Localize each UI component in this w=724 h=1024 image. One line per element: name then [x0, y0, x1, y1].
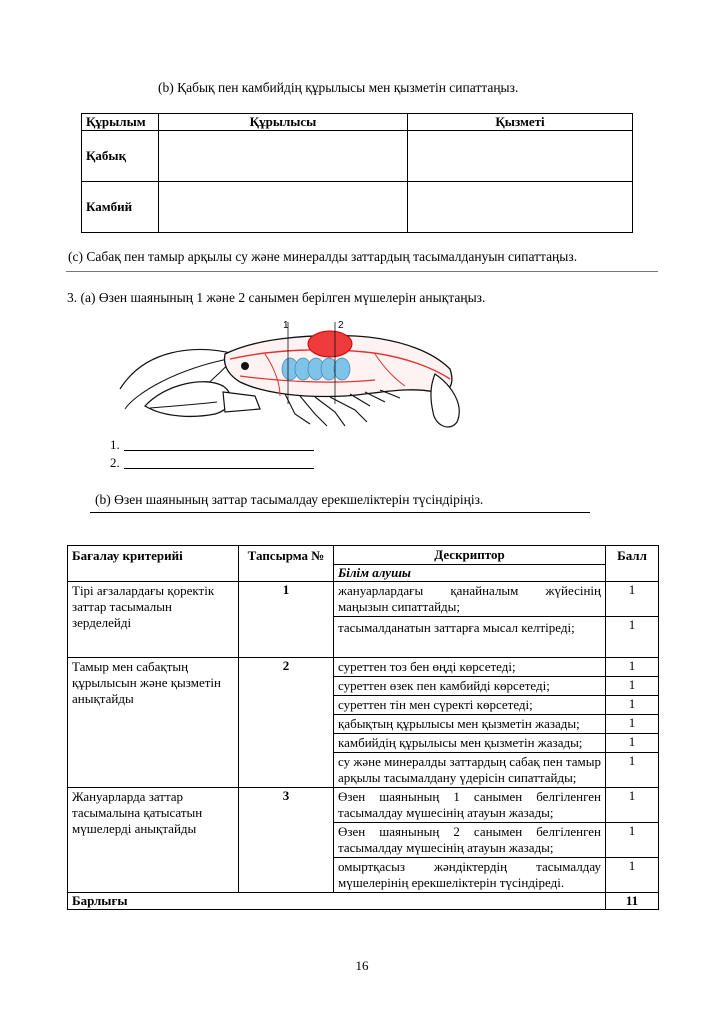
descriptor-cell: суреттен тін мен сүректі көрсетеді; [334, 696, 606, 715]
page-number: 16 [355, 958, 369, 973]
descriptor-cell: су және минералды заттардың сабақ пен тамыр арқылы тасымалдану үдерісін сипаттайды; [334, 753, 606, 788]
points-cell: 1 [606, 696, 659, 715]
answer-line [90, 512, 590, 513]
descriptor-cell: камбийдің құрылысы мен қызметін жазады; [334, 734, 606, 753]
col-header-structure: Құрылым [82, 114, 159, 131]
points-cell: 1 [606, 788, 659, 823]
points-cell: 1 [606, 715, 659, 734]
answer-label-2: 2. [110, 455, 120, 470]
answer-cell[interactable] [408, 182, 633, 233]
row-label-bark: Қабық [82, 131, 159, 182]
points-cell: 1 [606, 617, 659, 658]
descriptor-cell: омыртқасыз жәндіктердің тасымалдау мүшелерінің ерекшеліктерін түсіндіреді. [334, 858, 606, 893]
descriptor-cell: суреттен өзек пен камбийді көрсетеді; [334, 677, 606, 696]
answer-cell[interactable] [408, 131, 633, 182]
col-header-descriptor: Дескриптор [334, 546, 606, 565]
col-header-criteria: Бағалау критерийі [68, 546, 239, 582]
descriptor-cell: Өзен шаянының 2 санымен белгіленген тасымалдау мүшесінің атауын жазады; [334, 823, 606, 858]
task-number: 2 [239, 658, 334, 788]
subheader-student: Білім алушы [334, 565, 606, 582]
criteria-cell: Тірі ағзалардағы қоректік заттар тасымалын зерделейді [68, 582, 239, 658]
points-cell: 1 [606, 582, 659, 617]
points-cell: 1 [606, 677, 659, 696]
col-header-task: Тапсырма № [239, 546, 334, 582]
assessment-table [67, 545, 659, 910]
task-number: 1 [239, 582, 334, 658]
descriptor-cell: тасымалданатын заттарға мысал келтіреді; [334, 617, 606, 658]
col-header-function: Қызметі [408, 114, 633, 131]
descriptor-cell: қабықтың құрылысы мен қызметін жазады; [334, 715, 606, 734]
total-label: Барлығы [68, 893, 606, 910]
answer-blank-2[interactable] [124, 468, 314, 469]
descriptor-cell: жануарлардағы қанайналым жүйесінің маңызын сипаттайды; [334, 582, 606, 617]
points-cell: 1 [606, 858, 659, 893]
answer-cell[interactable] [159, 131, 408, 182]
crayfish-illustration [105, 314, 475, 444]
criteria-cell: Тамыр мен сабақтың құрылысын және қызметін анықтайды [68, 658, 239, 788]
marker-2: 2 [338, 320, 344, 331]
question-2c: (c) Сабақ пен тамыр арқылы су және минералды заттардың тасымалдануын сипаттаңыз. [68, 249, 578, 264]
structure-table [81, 113, 633, 233]
question-3b: (b) Өзен шаянының заттар тасымалдау ерекшеліктерін түсіндіріңіз. [95, 492, 484, 507]
points-cell: 1 [606, 734, 659, 753]
criteria-cell: Жануарларда заттар тасымалына қатысатын мүшелерді анықтайды [68, 788, 239, 893]
task-number: 3 [239, 788, 334, 893]
descriptor-cell: Өзен шаянының 1 санымен белгіленген тасымалдау мүшесінің атауын жазады; [334, 788, 606, 823]
answer-line [66, 271, 658, 272]
points-cell: 1 [606, 658, 659, 677]
answer-label-1: 1. [110, 437, 120, 452]
answer-blank-1[interactable] [124, 450, 314, 451]
points-cell: 1 [606, 823, 659, 858]
question-2b: (b) Қабық пен камбийдің құрылысы мен қызметін сипаттаңыз. [158, 80, 519, 95]
crayfish-figure [105, 314, 475, 444]
total-points: 11 [606, 893, 659, 910]
question-3a: 3. (a) Өзен шаянының 1 және 2 санымен берілген мүшелерін анықтаңыз. [67, 290, 486, 305]
col-header-points: Балл [606, 546, 659, 582]
descriptor-cell: суреттен тоз бен өңді көрсетеді; [334, 658, 606, 677]
points-cell: 1 [606, 753, 659, 788]
col-header-composition: Құрылысы [159, 114, 408, 131]
answer-cell[interactable] [159, 182, 408, 233]
row-label-cambium: Камбий [82, 182, 159, 233]
marker-1: 1 [283, 320, 289, 331]
